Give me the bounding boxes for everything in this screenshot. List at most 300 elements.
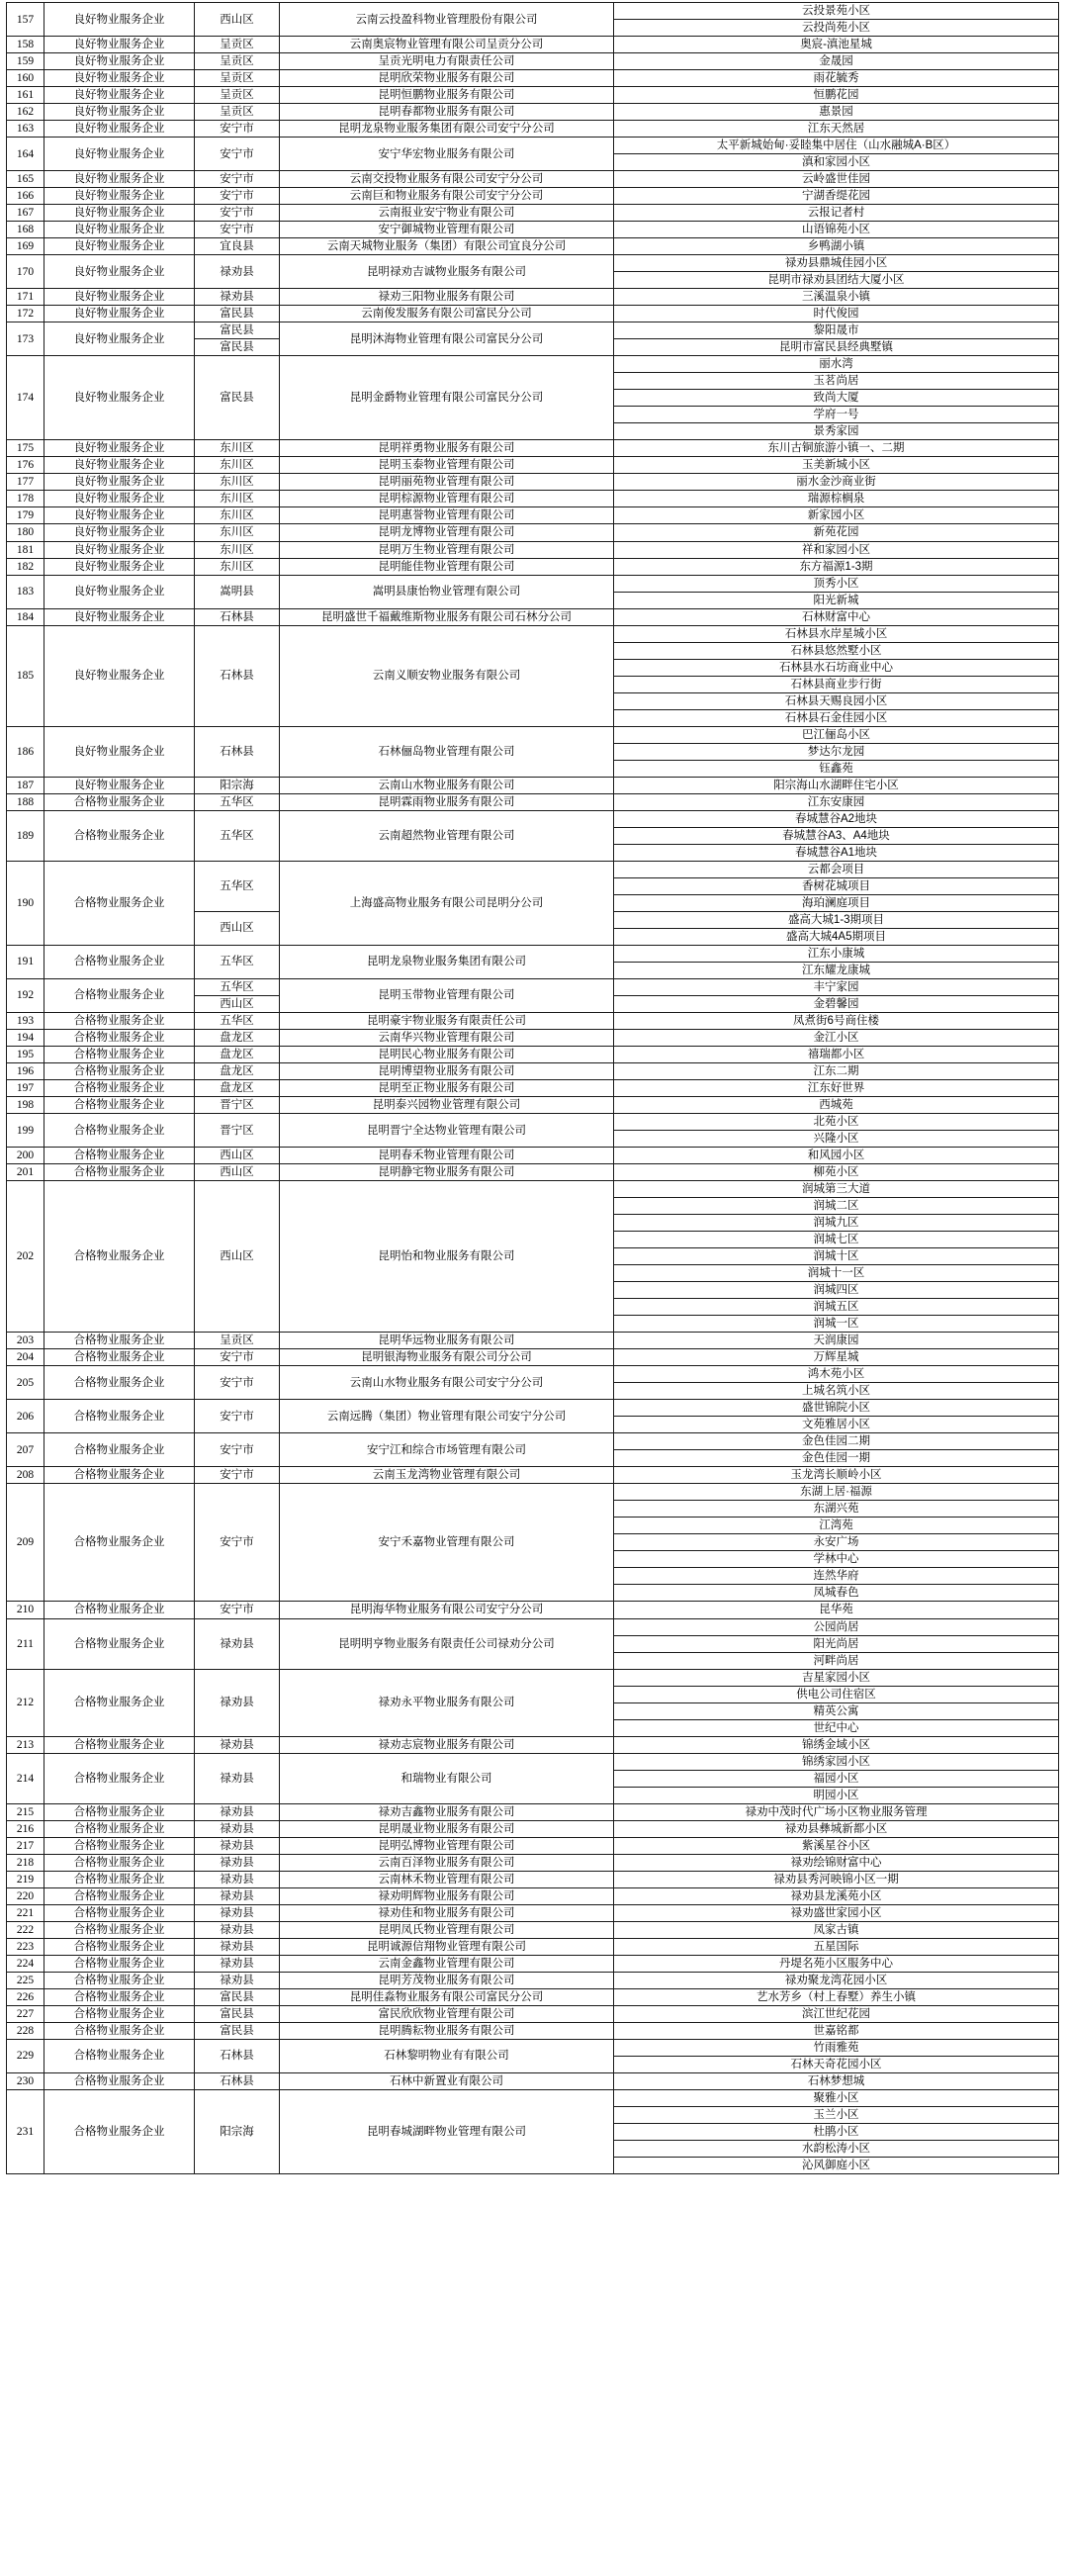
project-name-cell: 上城名筑小区 [614,1383,1059,1400]
grade-cell: 合格物业服务企业 [44,1080,195,1097]
project-name-cell: 雨花毓秀 [614,70,1059,87]
district-cell: 五华区 [195,1012,280,1029]
table-row [7,2022,1059,2039]
project-name-cell: 石林县商业步行街 [614,676,1059,692]
row-index-cell: 162 [7,104,44,121]
project-name-cell: 石林天奇花园小区 [614,2056,1059,2072]
grade-cell: 合格物业服务企业 [44,1669,195,1736]
company-name-cell: 昆明豪宇物业服务有限责任公司 [280,1012,614,1029]
row-index-cell: 192 [7,978,44,1012]
row-index-cell: 168 [7,222,44,238]
company-name-cell: 昆明芳茂物业服务有限公司 [280,1972,614,1988]
grade-cell: 合格物业服务企业 [44,1871,195,1887]
project-name-cell: 精英公寓 [614,1702,1059,1719]
project-name-cell: 云岭盛世佳园 [614,171,1059,188]
project-name-cell: 石林县水岸星城小区 [614,625,1059,642]
project-name-cell: 盛高大城1-3期项目 [614,911,1059,928]
table-row [7,1181,1059,1198]
grade-cell: 合格物业服务企业 [44,1484,195,1602]
table-row [7,1080,1059,1097]
company-name-cell: 云南超然物业管理有限公司 [280,810,614,861]
table-row [7,1467,1059,1484]
grade-cell: 良好物业服务企业 [44,289,195,306]
grade-cell: 合格物业服务企业 [44,1602,195,1618]
project-name-cell: 江东安康园 [614,793,1059,810]
district-cell: 安宁市 [195,1467,280,1484]
company-name-cell: 昆明金爵物业管理有限公司富民分公司 [280,356,614,440]
project-name-cell: 时代俊园 [614,306,1059,322]
row-index-cell: 229 [7,2039,44,2072]
grade-cell: 合格物业服务企业 [44,793,195,810]
company-name-cell: 昆明晋宁全达物业管理有限公司 [280,1114,614,1148]
district-cell: 阳宗海 [195,777,280,793]
company-name-cell: 禄劝永平物业服务有限公司 [280,1669,614,1736]
project-name-cell: 石林县天赐良园小区 [614,692,1059,709]
table-row [7,2039,1059,2056]
project-name-cell: 公园尚居 [614,1618,1059,1635]
project-name-cell: 奥宸-滇池星城 [614,37,1059,53]
project-name-cell: 云都会项目 [614,861,1059,877]
row-index-cell: 200 [7,1148,44,1164]
district-cell: 富民县 [195,2005,280,2022]
grade-cell: 合格物业服务企业 [44,1820,195,1837]
project-name-cell: 恒鹏花园 [614,87,1059,104]
grade-cell: 良好物业服务企业 [44,625,195,726]
table-row [7,507,1059,524]
row-index-cell: 228 [7,2022,44,2039]
row-index-cell: 159 [7,53,44,70]
grade-cell: 合格物业服务企业 [44,1433,195,1467]
row-index-cell: 178 [7,491,44,507]
company-name-cell: 石林中新置业有限公司 [280,2072,614,2089]
project-name-cell: 春城慧谷A2地块 [614,810,1059,827]
company-name-cell: 昆明明亨物业服务有限责任公司禄劝分公司 [280,1618,614,1669]
company-name-cell: 云南义顺安物业服务有限公司 [280,625,614,726]
grade-cell: 合格物业服务企业 [44,1887,195,1904]
row-index-cell: 219 [7,1871,44,1887]
grade-cell: 良好物业服务企业 [44,474,195,491]
company-name-cell: 昆明晟业物业服务有限公司 [280,1820,614,1837]
row-index-cell: 181 [7,541,44,558]
project-name-cell: 云投景苑小区 [614,3,1059,20]
company-name-cell: 昆明祥勇物业服务有限公司 [280,440,614,457]
table-row [7,1148,1059,1164]
project-name-cell: 江湾苑 [614,1518,1059,1534]
company-name-cell: 安宁御城物业管理有限公司 [280,222,614,238]
grade-cell: 良好物业服务企业 [44,255,195,289]
project-name-cell: 顶秀小区 [614,575,1059,592]
company-name-cell: 昆明龙博物业管理有限公司 [280,524,614,541]
project-name-cell: 丽水湾 [614,356,1059,373]
row-index-cell: 174 [7,356,44,440]
row-index-cell: 172 [7,306,44,322]
project-name-cell: 禄劝县秀河映锦小区一期 [614,1871,1059,1887]
project-name-cell: 永安广场 [614,1534,1059,1551]
project-name-cell: 竹雨雅苑 [614,2039,1059,2056]
table-row [7,1803,1059,1820]
project-name-cell: 钰鑫苑 [614,760,1059,777]
project-name-cell: 世纪中心 [614,1719,1059,1736]
grade-cell: 良好物业服务企业 [44,356,195,440]
project-name-cell: 沁风御庭小区 [614,2158,1059,2174]
district-cell: 安宁市 [195,1349,280,1366]
grade-cell: 良好物业服务企业 [44,70,195,87]
row-index-cell: 191 [7,945,44,978]
project-name-cell: 禄劝县龙溪苑小区 [614,1887,1059,1904]
row-index-cell: 180 [7,524,44,541]
project-name-cell: 梦达尔龙园 [614,743,1059,760]
company-name-cell: 昆明恒鹏物业服务有限公司 [280,87,614,104]
table-row [7,861,1059,877]
table-row [7,1871,1059,1887]
table-row [7,1012,1059,1029]
grade-cell: 良好物业服务企业 [44,608,195,625]
project-name-cell: 昆明市禄劝县团结大厦小区 [614,272,1059,289]
project-name-cell: 江东天然居 [614,121,1059,138]
project-name-cell: 艺水芳乡（村上春墅）养生小镇 [614,1988,1059,2005]
grade-cell: 良好物业服务企业 [44,171,195,188]
district-cell: 五华区 [195,861,280,911]
project-name-cell: 天润康园 [614,1333,1059,1349]
row-index-cell: 160 [7,70,44,87]
district-cell: 西山区 [195,3,280,37]
district-cell: 安宁市 [195,1602,280,1618]
project-name-cell: 润城十区 [614,1248,1059,1265]
table-row [7,255,1059,272]
company-name-cell: 昆明腾耘物业服务有限公司 [280,2022,614,2039]
company-name-cell: 昆明春城湖畔物业管理有限公司 [280,2089,614,2173]
row-index-cell: 220 [7,1887,44,1904]
project-name-cell: 福园小区 [614,1770,1059,1787]
project-name-cell: 禄劝县彝城新都小区 [614,1820,1059,1837]
table-row [7,1887,1059,1904]
table-row [7,1669,1059,1686]
district-cell: 安宁市 [195,1400,280,1433]
company-name-cell: 云南奥宸物业管理有限公司呈贡分公司 [280,37,614,53]
project-name-cell: 祥和家园小区 [614,541,1059,558]
grade-cell: 合格物业服务企业 [44,1164,195,1181]
table-row [7,1837,1059,1854]
district-cell: 东川区 [195,491,280,507]
project-name-cell: 新苑花园 [614,524,1059,541]
company-name-cell: 昆明能佳物业管理有限公司 [280,558,614,575]
district-cell: 呈贡区 [195,87,280,104]
row-index-cell: 173 [7,322,44,356]
company-name-cell: 禄劝三阳物业服务有限公司 [280,289,614,306]
company-name-cell: 昆明棕源物业管理有限公司 [280,491,614,507]
project-name-cell: 吉星家园小区 [614,1669,1059,1686]
district-cell: 西山区 [195,911,280,945]
company-name-cell: 禄劝佳和物业服务有限公司 [280,1904,614,1921]
grade-cell: 合格物业服务企业 [44,1349,195,1366]
grade-cell: 良好物业服务企业 [44,524,195,541]
company-name-cell: 安宁华宏物业服务有限公司 [280,138,614,171]
project-name-cell: 丹堤名苑小区服务中心 [614,1955,1059,1972]
company-name-cell: 云南巨和物业服务有限公司安宁分公司 [280,188,614,205]
project-name-cell: 江东二期 [614,1062,1059,1079]
grade-cell: 合格物业服务企业 [44,2072,195,2089]
project-name-cell: 玉龙湾长顺岭小区 [614,1467,1059,1484]
row-index-cell: 187 [7,777,44,793]
table-row [7,188,1059,205]
project-name-cell: 云报记者村 [614,205,1059,222]
district-cell: 石林县 [195,726,280,777]
company-name-cell: 昆明玉带物业管理有限公司 [280,978,614,1012]
company-name-cell: 云南百泽物业服务有限公司 [280,1854,614,1871]
district-cell: 西山区 [195,1148,280,1164]
district-cell: 东川区 [195,474,280,491]
grade-cell: 合格物业服务企业 [44,978,195,1012]
row-index-cell: 170 [7,255,44,289]
row-index-cell: 186 [7,726,44,777]
district-cell: 呈贡区 [195,53,280,70]
row-index-cell: 177 [7,474,44,491]
grade-cell: 合格物业服务企业 [44,1114,195,1148]
project-name-cell: 金色佳园一期 [614,1450,1059,1467]
project-name-cell: 供电公司住宿区 [614,1686,1059,1702]
project-name-cell: 玉美新城小区 [614,457,1059,474]
grade-cell: 合格物业服务企业 [44,1904,195,1921]
row-index-cell: 158 [7,37,44,53]
project-name-cell: 润城第三大道 [614,1181,1059,1198]
row-index-cell: 193 [7,1012,44,1029]
project-name-cell: 阳宗海山水湖畔住宅小区 [614,777,1059,793]
row-index-cell: 188 [7,793,44,810]
row-index-cell: 165 [7,171,44,188]
row-index-cell: 216 [7,1820,44,1837]
grade-cell: 良好物业服务企业 [44,541,195,558]
company-name-cell: 昆明欣荣物业服务有限公司 [280,70,614,87]
table-row [7,1333,1059,1349]
district-cell: 东川区 [195,558,280,575]
project-name-cell: 云投尚苑小区 [614,20,1059,37]
table-row [7,138,1059,154]
row-index-cell: 163 [7,121,44,138]
project-name-cell: 金晟园 [614,53,1059,70]
project-name-cell: 杜鹃小区 [614,2123,1059,2140]
project-name-cell: 金江小区 [614,1029,1059,1046]
company-name-cell: 云南华兴物业管理有限公司 [280,1029,614,1046]
grade-cell: 合格物业服务企业 [44,1046,195,1062]
project-name-cell: 锦绣金域小区 [614,1736,1059,1753]
table-row [7,1921,1059,1938]
company-name-cell: 云南玉龙湾物业管理有限公司 [280,1467,614,1484]
district-cell: 安宁市 [195,188,280,205]
grade-cell: 合格物业服务企业 [44,1333,195,1349]
project-name-cell: 锦绣家园小区 [614,1753,1059,1770]
project-name-cell: 致尚大厦 [614,390,1059,407]
district-cell: 富民县 [195,1988,280,2005]
row-index-cell: 179 [7,507,44,524]
table-row [7,1904,1059,1921]
project-name-cell: 学林中心 [614,1551,1059,1568]
row-index-cell: 169 [7,238,44,255]
project-name-cell: 五星国际 [614,1938,1059,1955]
grade-cell: 良好物业服务企业 [44,104,195,121]
project-name-cell: 东川古铜旅游小镇一、二期 [614,440,1059,457]
project-name-cell: 东方福源1-3期 [614,558,1059,575]
grade-cell: 良好物业服务企业 [44,188,195,205]
project-name-cell: 阳光尚居 [614,1635,1059,1652]
district-cell: 禄劝县 [195,1904,280,1921]
grade-cell: 良好物业服务企业 [44,3,195,37]
district-cell: 禄劝县 [195,1921,280,1938]
row-index-cell: 198 [7,1097,44,1114]
row-index-cell: 226 [7,1988,44,2005]
project-name-cell: 学府一号 [614,407,1059,423]
district-cell: 禄劝县 [195,1753,280,1803]
project-name-cell: 禧瑞都小区 [614,1046,1059,1062]
company-name-cell: 昆明泰兴园物业管理有限公司 [280,1097,614,1114]
project-name-cell: 连然华府 [614,1568,1059,1585]
project-name-cell: 润城二区 [614,1198,1059,1215]
grade-cell: 合格物业服务企业 [44,2089,195,2173]
row-index-cell: 209 [7,1484,44,1602]
table-row [7,491,1059,507]
project-name-cell: 润城十一区 [614,1265,1059,1282]
grade-cell: 合格物业服务企业 [44,1988,195,2005]
table-row [7,1988,1059,2005]
row-index-cell: 164 [7,138,44,171]
project-name-cell: 景秀家园 [614,423,1059,440]
district-cell: 东川区 [195,524,280,541]
project-name-cell: 金碧馨园 [614,995,1059,1012]
project-name-cell: 昆明市富民县经典墅镇 [614,339,1059,356]
district-cell: 禄劝县 [195,1669,280,1736]
district-cell: 禄劝县 [195,289,280,306]
company-name-cell: 云南云投盈科物业管理股份有限公司 [280,3,614,37]
row-index-cell: 175 [7,440,44,457]
district-cell: 五华区 [195,978,280,995]
table-row [7,205,1059,222]
project-name-cell: 滨江世纪花园 [614,2005,1059,2022]
table-row [7,608,1059,625]
company-name-cell: 禄劝明辉物业服务有限公司 [280,1887,614,1904]
grade-cell: 合格物业服务企业 [44,1062,195,1079]
table-row [7,440,1059,457]
project-name-cell: 玉兰小区 [614,2106,1059,2123]
district-cell: 西山区 [195,1164,280,1181]
row-index-cell: 190 [7,861,44,945]
grade-cell: 合格物业服务企业 [44,1854,195,1871]
table-row [7,558,1059,575]
project-name-cell: 水韵松涛小区 [614,2140,1059,2157]
table-row [7,1753,1059,1770]
project-name-cell: 和风园小区 [614,1148,1059,1164]
property-company-table [6,2,1059,2174]
district-cell: 石林县 [195,2039,280,2072]
district-cell: 富民县 [195,322,280,339]
district-cell: 盘龙区 [195,1046,280,1062]
project-name-cell: 瑞源棕榈泉 [614,491,1059,507]
table-row [7,777,1059,793]
district-cell: 呈贡区 [195,70,280,87]
row-index-cell: 231 [7,2089,44,2173]
row-index-cell: 213 [7,1736,44,1753]
district-cell: 禄劝县 [195,1854,280,1871]
district-cell: 安宁市 [195,205,280,222]
company-name-cell: 云南俊发服务有限公司富民分公司 [280,306,614,322]
table-row [7,1029,1059,1046]
row-index-cell: 214 [7,1753,44,1803]
grade-cell: 良好物业服务企业 [44,491,195,507]
table-row [7,810,1059,827]
row-index-cell: 197 [7,1080,44,1097]
project-name-cell: 凤城春色 [614,1585,1059,1602]
company-name-cell: 云南远腾（集团）物业管理有限公司安宁分公司 [280,1400,614,1433]
project-name-cell: 紫溪星谷小区 [614,1837,1059,1854]
grade-cell: 合格物业服务企业 [44,861,195,945]
project-name-cell: 明园小区 [614,1787,1059,1803]
project-name-cell: 山语锦苑小区 [614,222,1059,238]
project-name-cell: 黎阳晟市 [614,322,1059,339]
row-index-cell: 185 [7,625,44,726]
table-row [7,121,1059,138]
table-row [7,945,1059,962]
table-row [7,53,1059,70]
grade-cell: 合格物业服务企业 [44,810,195,861]
row-index-cell: 203 [7,1333,44,1349]
district-cell: 晋宁区 [195,1114,280,1148]
table-row [7,1854,1059,1871]
project-name-cell: 润城七区 [614,1232,1059,1248]
row-index-cell: 176 [7,457,44,474]
company-name-cell: 上海盛高物业服务有限公司昆明分公司 [280,861,614,945]
company-name-cell: 石林黎明物业有有限公司 [280,2039,614,2072]
grade-cell: 合格物业服务企业 [44,1400,195,1433]
table-row [7,1400,1059,1417]
grade-cell: 合格物业服务企业 [44,2022,195,2039]
project-name-cell: 江东小康城 [614,945,1059,962]
table-row [7,524,1059,541]
company-name-cell: 昆明弘博物业管理有限公司 [280,1837,614,1854]
grade-cell: 良好物业服务企业 [44,138,195,171]
table-row [7,575,1059,592]
row-index-cell: 217 [7,1837,44,1854]
company-name-cell: 云南报业安宁物业有限公司 [280,205,614,222]
project-name-cell: 石林财富中心 [614,608,1059,625]
grade-cell: 良好物业服务企业 [44,777,195,793]
company-name-cell: 昆明沐海物业管理有限公司富民分公司 [280,322,614,356]
company-name-cell: 禄劝志宸物业服务有限公司 [280,1736,614,1753]
project-name-cell: 万辉星城 [614,1349,1059,1366]
district-cell: 富民县 [195,339,280,356]
district-cell: 石林县 [195,608,280,625]
district-cell: 禄劝县 [195,1887,280,1904]
project-name-cell: 河畔尚居 [614,1652,1059,1669]
company-name-cell: 昆明禄劝吉诚物业服务有限公司 [280,255,614,289]
company-name-cell: 云南山水物业服务有限公司安宁分公司 [280,1366,614,1400]
project-name-cell: 东湖兴苑 [614,1501,1059,1518]
project-name-cell: 润城四区 [614,1282,1059,1299]
table-row [7,1938,1059,1955]
district-cell: 东川区 [195,440,280,457]
grade-cell: 合格物业服务企业 [44,1366,195,1400]
row-index-cell: 195 [7,1046,44,1062]
district-cell: 安宁市 [195,121,280,138]
grade-cell: 良好物业服务企业 [44,322,195,356]
grade-cell: 合格物业服务企业 [44,1097,195,1114]
grade-cell: 良好物业服务企业 [44,87,195,104]
project-name-cell: 昆华苑 [614,1602,1059,1618]
company-name-cell: 昆明霖雨物业服务有限公司 [280,793,614,810]
project-name-cell: 乡鸭湖小镇 [614,238,1059,255]
district-cell: 晋宁区 [195,1097,280,1114]
project-name-cell: 江东耀龙康城 [614,962,1059,978]
district-cell: 禄劝县 [195,1820,280,1837]
project-name-cell: 润城五区 [614,1299,1059,1316]
district-cell: 禄劝县 [195,1803,280,1820]
